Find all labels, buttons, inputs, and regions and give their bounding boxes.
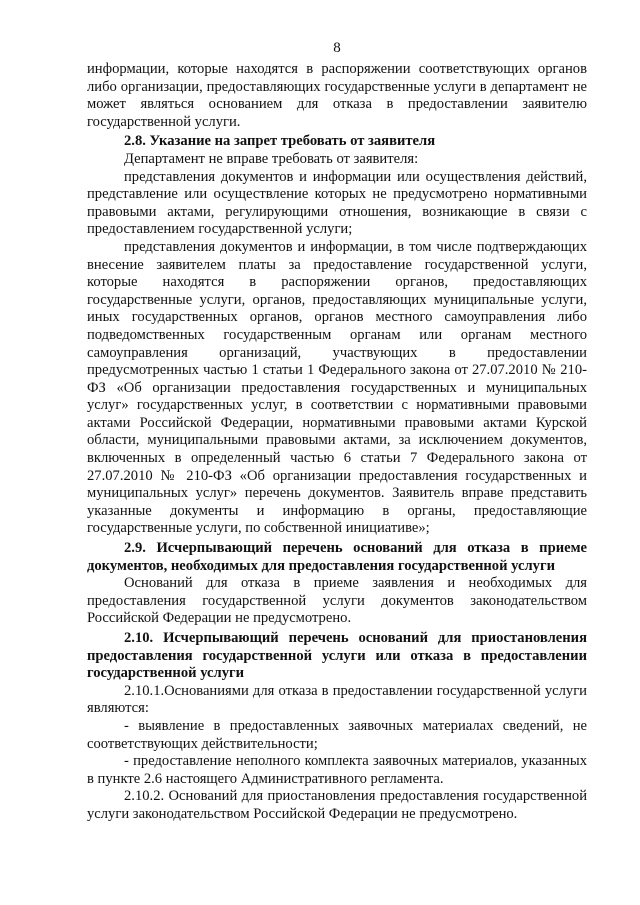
list-item-incomplete-set: - предоставление неполного комплекта заявочных материалов, указанных в пункте 2.6 настоящего Административного регламента.	[87, 753, 587, 787]
paragraph-continuation: информации, которые находятся в распоряжении соответствующих органов либо организации, предоставляющих государственные услуги в департамент не может являться основанием для отказа в предоставлении заявителю государственной услуги.	[87, 61, 587, 130]
section-heading-2-9: 2.9. Исчерпывающий перечень оснований для отказа в приеме документов, необходимых для предоставления государственной услуги	[87, 540, 587, 574]
section-heading-2-10: 2.10. Исчерпывающий перечень оснований для приостановления предоставления государственной услуги или отказа в предоставлении государственной услуги	[87, 630, 587, 682]
paragraph-2-10-1: 2.10.1.Основаниями для отказа в предоставлении государственной услуги являются:	[87, 682, 587, 717]
list-item-false-info: - выявление в предоставленных заявочных материалах сведений, не соответствующих действительности;	[87, 717, 587, 752]
paragraph-documents-actions: представления документов и информации или осуществления действий, представление или осуществление которых не предусмотрено нормативными правовыми актами, регулирующими отношения, возникающие в связи с предоставлением государственной услуги;	[87, 168, 587, 238]
page-number: 8	[333, 40, 341, 56]
paragraph-documents-information: представления документов и информации, в том числе подтверждающих внесение заявителем платы за предоставление государственной услуги, которые находятся в распоряжении органов, предоставляющих государственные услуги, органов, предоставляющих муниципальные услуги, иных государственных органов, органов местного самоуправления либо подведомственных государственным органам или органам местного самоуправления организаций, участвующих в предоставлении предусмотренных частью 1 статьи 1 Федерального закона от 27.07.2010 № 210-ФЗ «Об организации предоставления государственных и муниципальных услуг» государственных услуг, в соответствии с нормативными правовыми актами Российской Федерации, нормативными правовыми актами Курской области, муниципальными правовыми актами, за исключением документов, включенных в определенный частью 6 статьи 7 Федерального закона от 27.07.2010 № 210-ФЗ «Об организации предоставления государственных и муниципальных услуг» перечень документов. Заявитель вправе представить указанные документы и информацию в органы, предоставляющие государственные услуги, по собственной инициативе»;	[87, 238, 587, 537]
paragraph-department-may-not: Департамент не вправе требовать от заявителя:	[124, 150, 419, 167]
document-page	[87, 38, 587, 824]
paragraph-no-grounds-refusal: Оснований для отказа в приеме заявления и необходимых для предоставления государственной услуги документов законодательством Российской Федерации не предусмотрено.	[87, 575, 587, 627]
paragraph-2-10-2: 2.10.2. Оснований для приостановления предоставления государственной услуги законодательством Российской Федерации не предусмотрено.	[87, 788, 587, 822]
section-heading-2-8: 2.8. Указание на запрет требовать от заявителя	[124, 133, 436, 150]
